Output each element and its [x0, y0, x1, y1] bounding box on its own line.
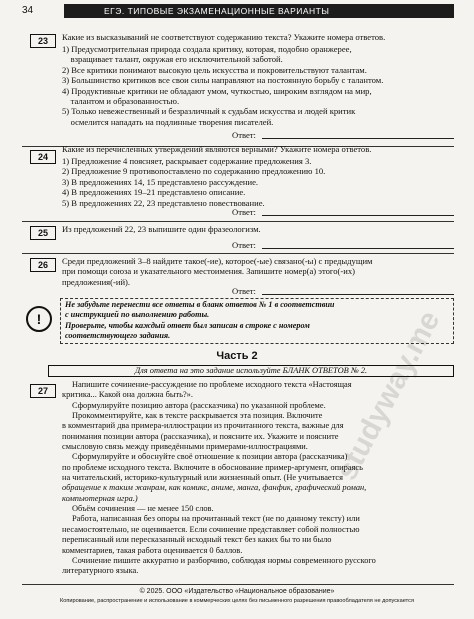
- task-23-options: [62, 44, 457, 127]
- paragraph-line: Прокомментируйте, как в тексте раскрывается эта позиция. Включите: [72, 411, 323, 421]
- task-number-26: 26: [30, 258, 56, 272]
- answer-field-25[interactable]: [262, 248, 454, 249]
- part-title: Часть 2: [216, 350, 258, 362]
- paragraph-line: компьютерная игра.): [62, 493, 138, 503]
- notice-line: Не забудьте перенести все ответы в бланк ответов № 1 в соответствии: [65, 300, 335, 309]
- task-number-25: 25: [30, 226, 56, 240]
- answer-label: Ответ:: [232, 286, 256, 296]
- list-item: 1) Предусмотрительная природа создала критику, которая, подобно оранжерее,: [62, 44, 352, 54]
- paragraph-line: на читательский, историко-культурный или жизненный опыт. (Не учитывается: [62, 473, 343, 483]
- answer-label: Ответ:: [232, 130, 256, 140]
- paragraph-line: несамостоятельно, не оценивается. Если сочинение представляет собой полностью: [62, 524, 360, 534]
- notice-line: соответствующего задания.: [65, 331, 171, 341]
- list-item: 5) Только невежественный и безразличный к судьбам искусства и людей критик: [62, 106, 356, 117]
- paragraph-line: переписанный или пересказанный исходный текст без каких бы то ни было: [62, 535, 332, 545]
- task-number-23: 23: [30, 34, 56, 48]
- header-title: ЕГЭ. ТИПОВЫЕ ЭКЗАМЕНАЦИОННЫЕ ВАРИАНТЫ: [64, 4, 454, 18]
- list-item: 5) В предложениях 22, 23 представлено повествование.: [62, 197, 265, 208]
- task-26-prompt: [62, 256, 457, 287]
- prompt-line: предложения(-ий).: [62, 276, 131, 287]
- paragraph-line: понимания позиции автора (рассказчика), и поясните их. Укажите и поясните: [62, 431, 339, 441]
- list-item: 2) Все критики понимают высокую цель искусства и покровительствуют талантам.: [62, 64, 367, 75]
- prompt-line: при помощи союза и указательного местоимения. Запишите номер(а) этого(-их): [62, 266, 356, 277]
- task-23-prompt: Какие из высказываний не соответствуют содержанию текста? Укажите номера ответов.: [62, 32, 386, 42]
- paragraph-line: Сформулируйте и обоснуйте своё отношение к позиции автора (рассказчика): [72, 452, 348, 462]
- divider: [22, 253, 454, 254]
- list-item: 1) Предложение 4 поясняет, раскрывает содержание предложения 3.: [62, 156, 312, 166]
- page-header: [22, 4, 454, 20]
- paragraph-line: комментариев, такая работа оценивается 0 баллов.: [62, 545, 243, 555]
- exclamation-icon: !: [26, 306, 52, 332]
- paragraph-line: Напишите сочинение-рассуждение по проблеме исходного текста «Настоящая: [72, 380, 352, 389]
- paragraph-line: обращение к таким жанрам, как комикс, аниме, манга, фанфик, графический роман,: [62, 483, 367, 493]
- paragraph-line: Сочинение пишите аккуратно и разборчиво, соблюдая нормы современного русского: [72, 555, 376, 565]
- notice-text: [65, 300, 449, 342]
- list-item: 3) Большинство критиков все свои силы направляют на постоянную борьбу с талантом.: [62, 75, 384, 86]
- list-item: 4) В предложениях 19–21 представлено описание.: [62, 187, 246, 198]
- divider: [22, 221, 454, 222]
- prompt-line: Среди предложений 3–8 найдите такое(-ие), которое(-ые) связано(-ы) с предыдущим: [62, 256, 373, 266]
- task-number-27: 27: [30, 384, 56, 398]
- notice-line: Проверьте, чтобы каждый ответ был записан в строке с номером: [65, 320, 310, 330]
- part-banner: Для ответа на это задание используйте БЛАНК ОТВЕТОВ № 2.: [48, 365, 454, 377]
- list-item: талантом и образованностью.: [62, 96, 180, 107]
- paragraph-line: Объём сочинения — не менее 150 слов.: [72, 504, 214, 514]
- answer-label: Ответ:: [232, 240, 256, 250]
- task-25-prompt: Из предложений 22, 23 выпишите один фразеологизм.: [62, 224, 261, 234]
- paragraph-line: критика... Какой она должна быть?».: [62, 390, 193, 400]
- page-number: 34: [22, 5, 34, 16]
- list-item: 3) В предложениях 14, 15 представлено рассуждение.: [62, 176, 259, 187]
- copyright: © 2025. ООО «Издательство «Национальное образование»: [139, 588, 335, 595]
- watermark: studyway.me: [330, 305, 447, 486]
- answer-field-24[interactable]: [262, 215, 454, 216]
- list-item: 4) Продуктивные критики не обладают умом, чуткостью, широким взглядом на мир,: [62, 85, 372, 96]
- paragraph-line: по проблеме исходного текста. Включите в обоснование пример-аргумент, опираясь: [62, 462, 363, 472]
- task-24-prompt: Какие из перечисленных утверждений являются верными? Укажите номера ответов.: [62, 144, 372, 154]
- notice-line: с инструкцией по выполнению работы.: [65, 310, 210, 320]
- paragraph-line: Сформулируйте позицию автора (рассказчика) по указанной проблеме.: [72, 400, 326, 410]
- list-item: взращивает талант, окружая его исключительной заботой.: [62, 54, 283, 65]
- task-24-options: [62, 156, 457, 208]
- paragraph-line: литературного языка.: [62, 566, 139, 576]
- paragraph-line: смысловую связь между приведёнными примерами-иллюстрациями.: [62, 442, 308, 452]
- list-item: осмелится нападать на подлинные творения писателей.: [62, 116, 274, 127]
- answer-label: Ответ:: [232, 207, 256, 217]
- divider: [22, 584, 454, 585]
- paragraph-line: Работа, написанная без опоры на прочитанный текст (не по данному тексту) или: [72, 514, 360, 524]
- list-item: 2) Предложение 9 противопоставлено по содержанию предложению 10.: [62, 166, 326, 177]
- copyright-notice: Копирование, распространение и использование в коммерческих целях без письменного разрешения правообладателя не допускается: [60, 598, 414, 604]
- notice-box: [60, 298, 454, 344]
- answer-field-23[interactable]: [262, 138, 454, 139]
- answer-field-26[interactable]: [262, 294, 454, 295]
- paragraph-line: в комментарий два примера-иллюстрации из прочитанного текста, важные для: [62, 421, 344, 431]
- task-number-24: 24: [30, 150, 56, 164]
